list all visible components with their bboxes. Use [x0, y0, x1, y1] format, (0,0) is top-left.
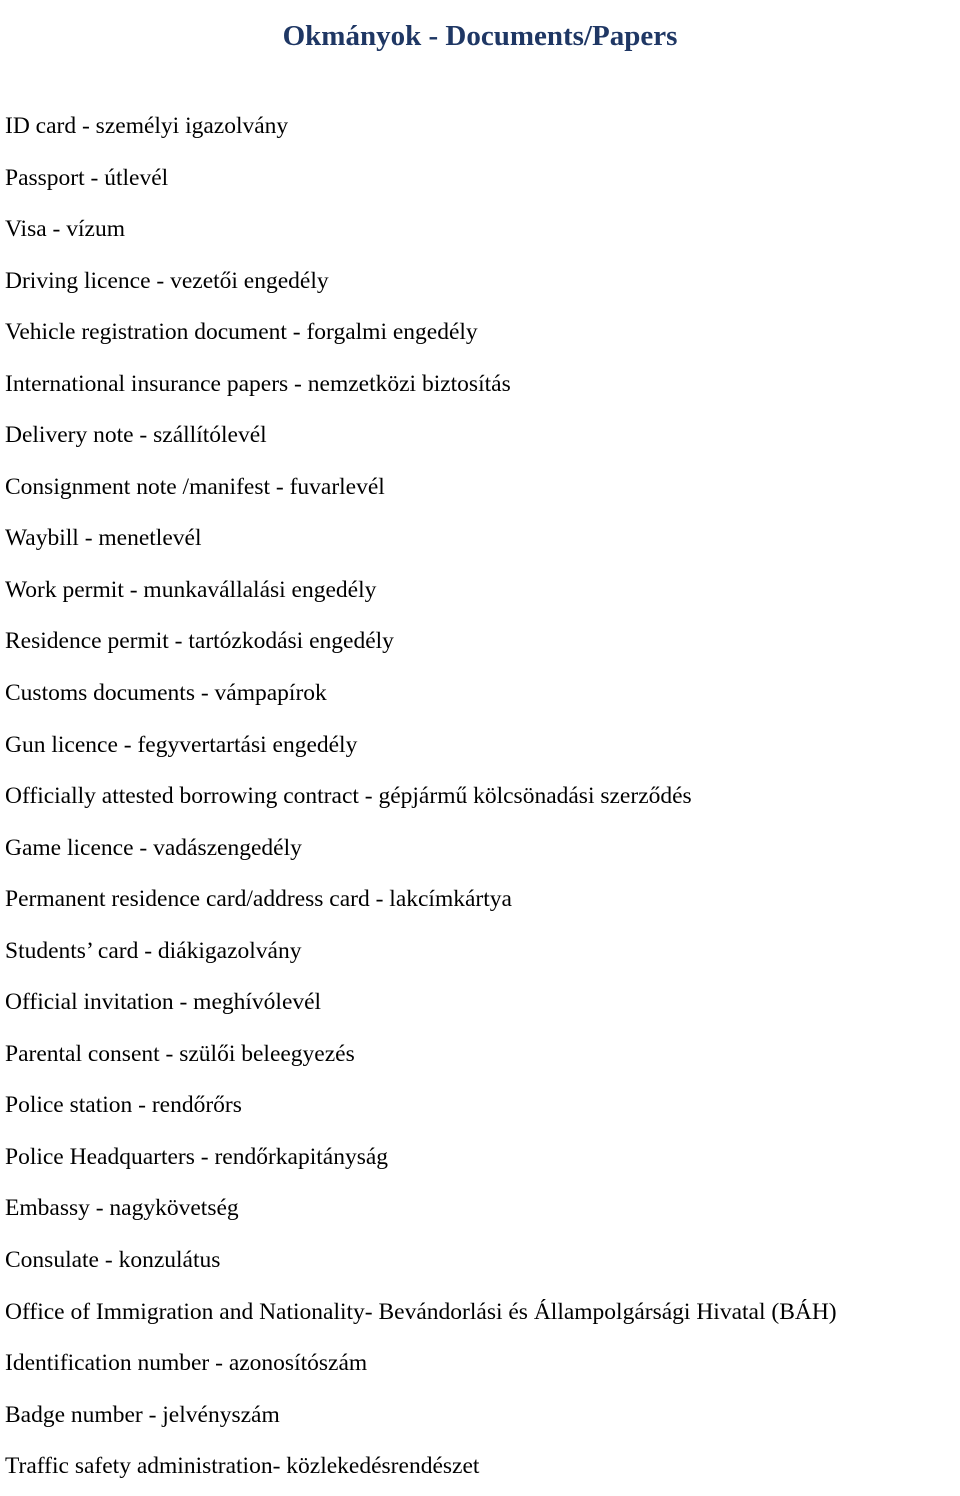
term-item: Official invitation - meghívólevél: [5, 989, 322, 1016]
term-item: Identification number - azonosítószám: [5, 1350, 368, 1377]
term-item: Police Headquarters - rendőrkapitányság: [5, 1143, 389, 1170]
term-item: Vehicle registration document - forgalmi engedély: [5, 319, 478, 346]
term-item: Students’ card - diákigazolvány: [5, 937, 302, 964]
term-item: Visa - vízum: [5, 216, 125, 243]
term-item: Office of Immigration and Nationality- Bevándorlási és Állampolgársági Hivatal (BÁH): [5, 1298, 837, 1325]
page-title: Okmányok - Documents/Papers: [282, 20, 678, 53]
term-item: Game licence - vadászengedély: [5, 834, 302, 861]
term-item: Delivery note - szállítólevél: [5, 422, 267, 449]
term-item: Passport - útlevél: [5, 164, 169, 191]
term-item: Waybill - menetlevél: [5, 525, 202, 552]
term-item: Traffic safety administration- közlekedésrendészet: [5, 1453, 480, 1480]
term-item: Police station - rendőrőrs: [5, 1092, 242, 1119]
term-item: Officially attested borrowing contract - gépjármű kölcsönadási szerződés: [5, 783, 692, 810]
term-item: Parental consent - szülői beleegyezés: [5, 1040, 355, 1067]
term-item: Consignment note /manifest - fuvarlevél: [5, 473, 385, 500]
term-item: Badge number - jelvényszám: [5, 1401, 280, 1428]
term-list: [5, 104, 960, 1496]
term-item: Gun licence - fegyvertartási engedély: [5, 731, 358, 758]
term-item: Customs documents - vámpapírok: [5, 680, 327, 707]
term-item: Residence permit - tartózkodási engedély: [5, 628, 394, 655]
term-item: ID card - személyi igazolvány: [5, 113, 289, 139]
term-item: Permanent residence card/address card - lakcímkártya: [5, 886, 512, 913]
term-item: Embassy - nagykövetség: [5, 1195, 239, 1222]
term-item: Driving licence - vezetői engedély: [5, 267, 329, 294]
term-item: International insurance papers - nemzetközi biztosítás: [5, 370, 511, 397]
term-item: Work permit - munkavállalási engedély: [5, 576, 377, 603]
term-item: Consulate - konzulátus: [5, 1247, 221, 1274]
